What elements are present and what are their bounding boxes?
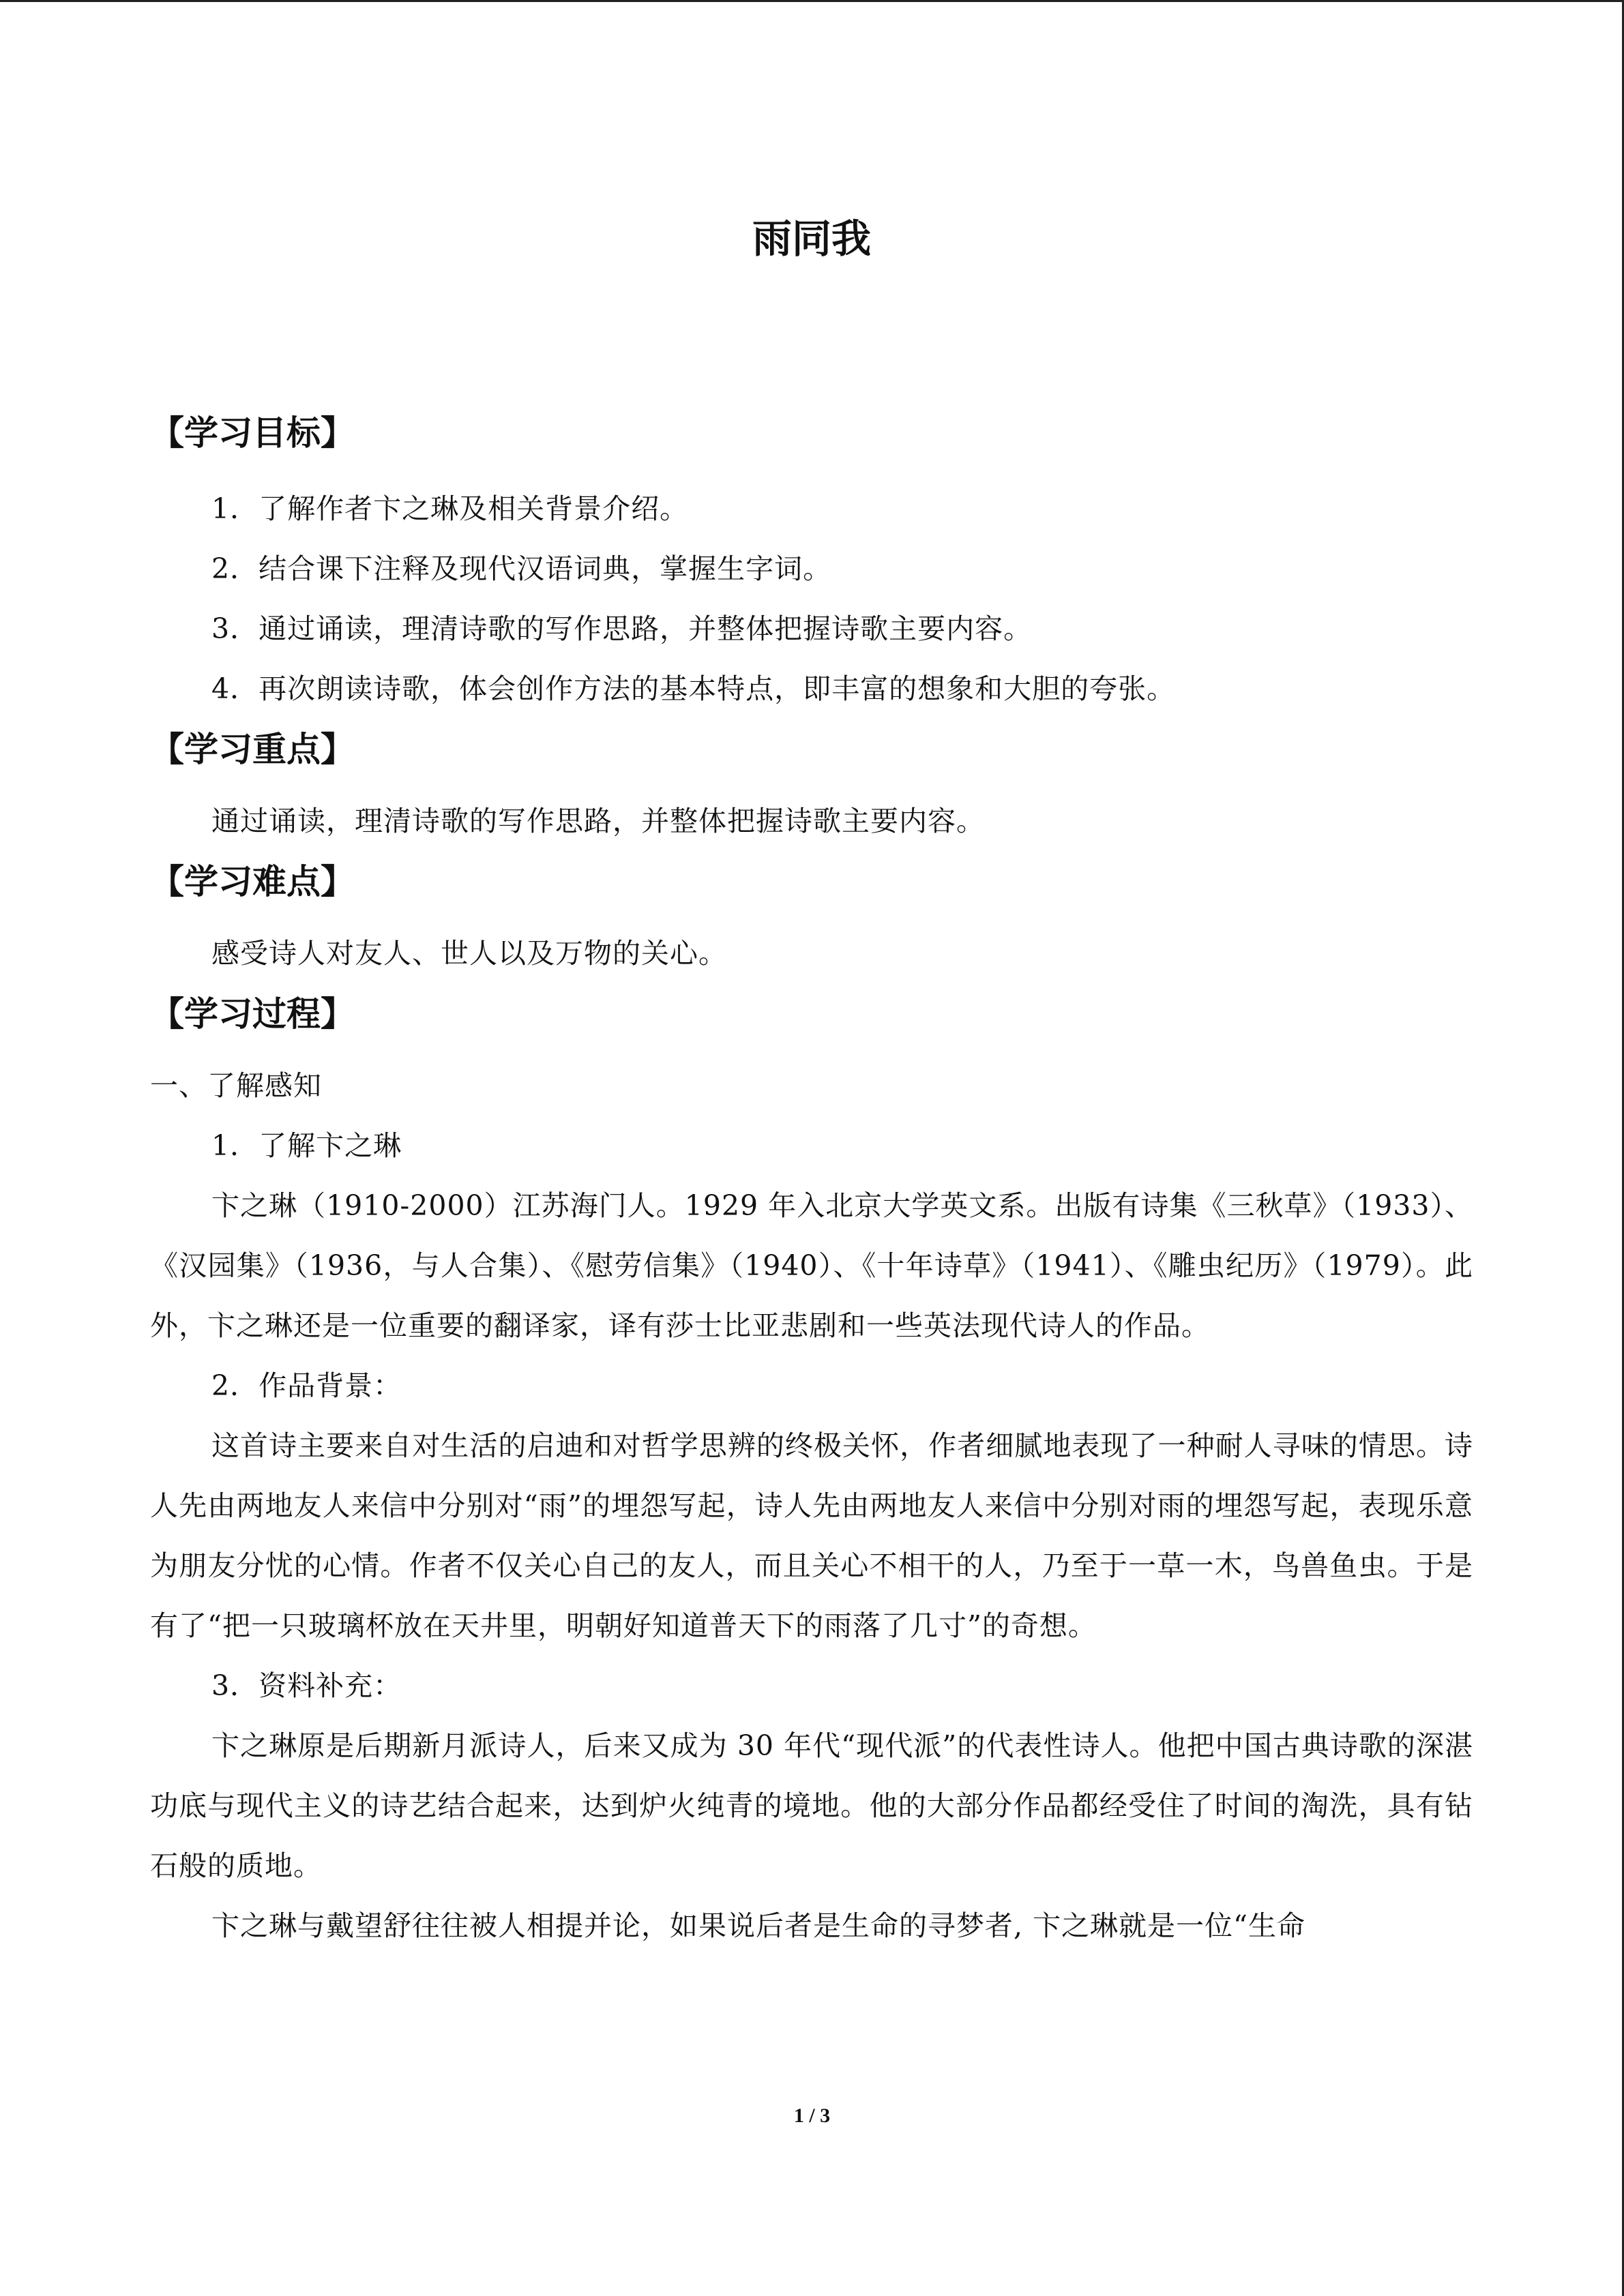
sub2-text: 这首诗主要来自对生活的启迪和对哲学思辨的终极关怀，作者细腻地表现了一种耐人寻味的情思。诗人先由两地友人来信中分别对“雨”的埋怨写起，诗人先由两地友人来信中分别对雨的埋怨写起，表现乐意为朋友分忧的心情。作者不仅关心自己的友人，而且关心不相干的人，乃至于一草一木，鸟兽鱼虫。于是有了“把一只玻璃杯放在天井里，明朝好知道普天下的雨落了几寸”的奇想。 [150, 1429, 1473, 1642]
sub1-text: 卞之琳（1910-2000）江苏海门人。1929 年入北京大学英文系。出版有诗集《三秋草》（1933）、《汉园集》（1936，与人合集）、《慰劳信集》（1940）、《十年诗草》（1941）、《雕虫纪历》（1979）。此外，卞之琳还是一位重要的翻译家，译有莎士比亚悲剧和一些英法现代诗人的作品。 [150, 1189, 1473, 1342]
objective-item: 1．了解作者卞之琳及相关背景介绍。 [211, 492, 689, 525]
heading-objectives: 【学习目标】 [150, 413, 355, 453]
document-body [150, 205, 1473, 1956]
objective-item: 4．再次朗读诗歌，体会创作方法的基本特点，即丰富的想象和大胆的夸张。 [211, 672, 1176, 705]
page-title: 雨同我 [752, 215, 871, 262]
sub3-text-1: 卞之琳原是后期新月派诗人，后来又成为 30 年代“现代派”的代表性诗人。他把中国古典诗歌的深湛功底与现代主义的诗艺结合起来，达到炉火纯青的境地。他的大部分作品都经受住了时间的淘洗，具有钻石般的质地。 [150, 1729, 1473, 1882]
objective-item: 3．通过诵读，理清诗歌的写作思路，并整体把握诗歌主要内容。 [211, 612, 1033, 645]
key-points-text: 通过诵读，理清诗歌的写作思路，并整体把握诗歌主要内容。 [211, 805, 985, 837]
heading-process: 【学习过程】 [150, 994, 355, 1034]
objective-item: 2．结合课下注释及现代汉语词典，掌握生字词。 [211, 552, 832, 585]
difficulties-text: 感受诗人对友人、世人以及万物的关心。 [211, 937, 727, 970]
spacer [150, 273, 1473, 402]
heading-key-points: 【学习重点】 [150, 730, 355, 769]
heading-difficulties: 【学习难点】 [150, 862, 355, 901]
sub3-text-2: 卞之琳与戴望舒往往被人相提并论，如果说后者是生命的寻梦者, 卞之琳就是一位“生命 [211, 1909, 1306, 1942]
sub2-title: 2．作品背景： [211, 1369, 402, 1402]
part1-title: 一、了解感知 [150, 1069, 322, 1102]
sub1-title: 1．了解卞之琳 [211, 1129, 402, 1162]
sub3-title: 3．资料补充： [211, 1669, 402, 1702]
page-number: 1 / 3 [793, 2104, 831, 2127]
